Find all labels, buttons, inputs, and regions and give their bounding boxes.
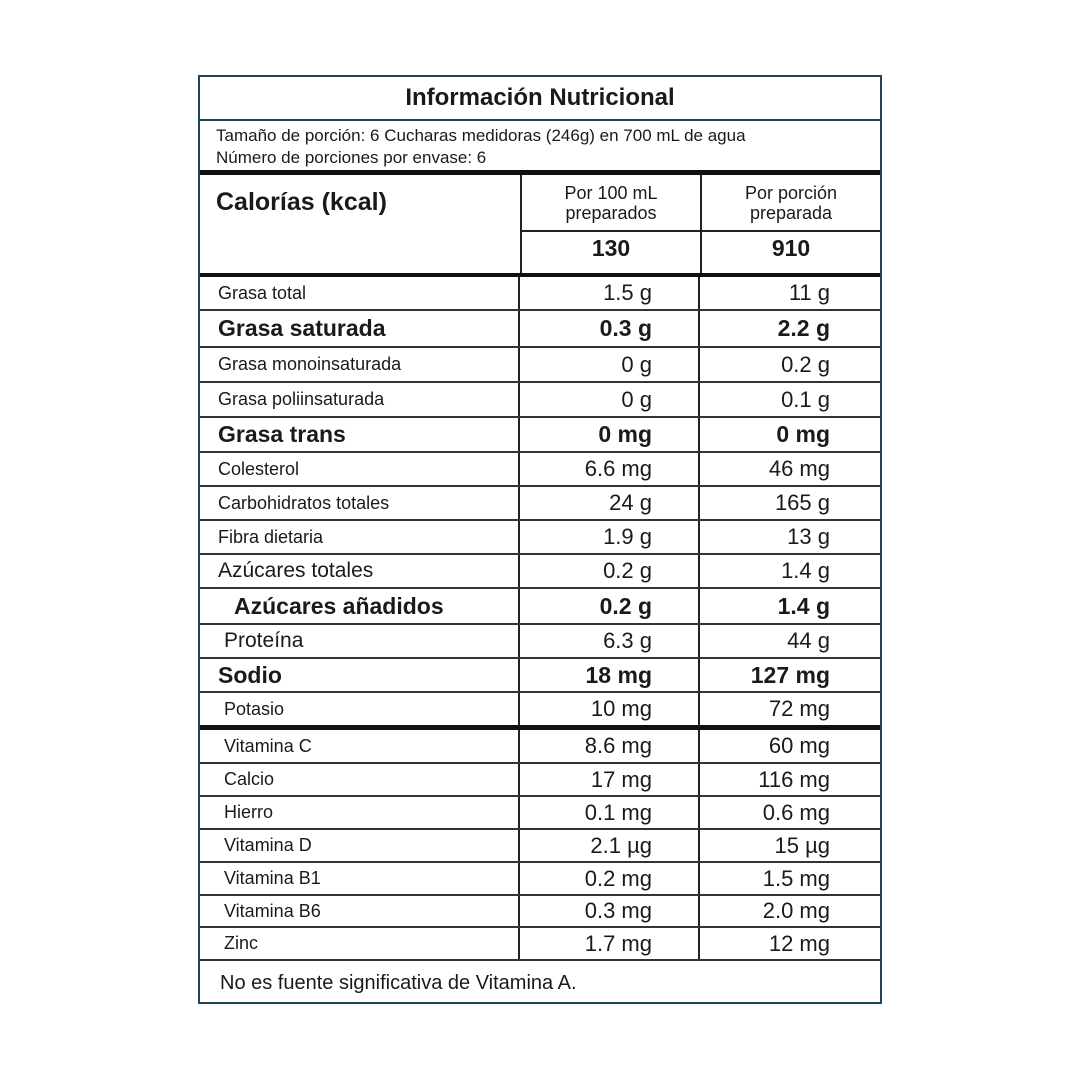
value-per-100ml: 0 g [520, 383, 700, 416]
value-per-serving: 2.2 g [777, 315, 830, 341]
nutrient-name: Grasa trans [200, 418, 520, 451]
value-per-serving: 13 g [787, 524, 830, 549]
vitamin-name: Vitamina B1 [200, 863, 520, 894]
vitamin-name: Vitamina C [200, 730, 520, 762]
value-per-100ml: 0 g [520, 348, 700, 381]
value-per-100ml: 1.5 g [520, 277, 700, 309]
value-per-100ml: 8.6 mg [520, 730, 700, 762]
nutrition-facts-label [198, 75, 882, 1004]
value-per-serving: 0.2 g [781, 351, 830, 377]
table-row [200, 487, 880, 521]
table-row [200, 348, 880, 383]
calories-section [200, 175, 880, 277]
column-header-line: preparada [749, 203, 833, 223]
table-row [200, 830, 880, 863]
table-row [200, 383, 880, 418]
value-per-serving: 116 mg [758, 766, 830, 792]
nutrient-name: Carbohidratos totales [200, 487, 520, 519]
value-per-serving: 12 mg [768, 930, 830, 956]
column-header-per-100ml [522, 183, 700, 223]
footnote: No es fuente significativa de Vitamina A. [220, 972, 577, 994]
vitamin-name: Hierro [200, 797, 520, 828]
nutrient-name: Grasa total [200, 277, 520, 309]
serving-info [200, 121, 880, 175]
table-row [200, 730, 880, 764]
serving-size: Tamaño de porción: 6 Cucharas medidoras (246g) en 700 mL de agua [216, 126, 746, 145]
table-row [200, 555, 880, 589]
value-per-serving: 0.6 mg [762, 799, 830, 825]
value-per-100ml: 6.3 g [520, 625, 700, 657]
nutrient-name: Grasa poliinsaturada [200, 383, 520, 416]
value-per-100ml: 0.2 mg [520, 863, 700, 894]
value-per-serving: 165 g [774, 490, 830, 515]
nutrient-name: Azúcares totales [200, 555, 520, 587]
value-per-100ml: 0.1 mg [520, 797, 700, 828]
servings-per-container: Número de porciones por envase: 6 [216, 148, 487, 167]
value-per-100ml: 18 mg [520, 659, 700, 691]
header-divider [522, 230, 880, 232]
value-per-100ml: 17 mg [520, 764, 700, 795]
table-row [200, 797, 880, 830]
value-per-100ml: 6.6 mg [520, 453, 700, 485]
nutrient-name: Grasa saturada [200, 311, 520, 346]
vitamin-name: Vitamina B6 [200, 896, 520, 926]
value-per-serving: 72 mg [768, 696, 830, 721]
value-per-100ml: 0.3 g [520, 311, 700, 346]
calories-label: Calorías (kcal) [216, 188, 387, 216]
value-per-100ml: 24 g [520, 487, 700, 519]
table-row [200, 928, 880, 961]
nutrient-name: Grasa monoinsaturada [200, 348, 520, 381]
vitamin-name: Vitamina D [200, 830, 520, 861]
value-per-100ml: 1.9 g [520, 521, 700, 553]
value-per-100ml: 0.3 mg [520, 896, 700, 926]
table-row [200, 521, 880, 555]
value-per-100ml: 2.1 µg [520, 830, 700, 861]
table-row [200, 896, 880, 928]
vitamin-name: Calcio [200, 764, 520, 795]
column-header-per-serving [702, 183, 880, 223]
calories-per-serving: 910 [771, 235, 811, 261]
value-per-serving: 60 mg [768, 733, 830, 758]
value-per-serving: 11 g [788, 280, 830, 305]
nutrient-name: Sodio [200, 659, 520, 691]
value-per-serving: 0.1 g [781, 386, 830, 412]
nutrient-name: Colesterol [200, 453, 520, 485]
table-row [200, 659, 880, 693]
column-header-line: Por porción [744, 183, 838, 203]
value-per-serving: 1.4 g [777, 592, 830, 619]
value-per-serving: 1.5 mg [762, 865, 830, 891]
value-per-serving: 2.0 mg [762, 898, 830, 923]
value-per-serving: 46 mg [768, 456, 830, 481]
column-header-line: Por 100 mL [564, 183, 658, 203]
value-per-serving: 44 g [787, 628, 830, 653]
table-row [200, 453, 880, 487]
nutrient-name: Fibra dietaria [200, 521, 520, 553]
value-per-100ml: 0.2 g [520, 589, 700, 623]
value-per-serving: 0 mg [776, 421, 830, 447]
table-row [200, 589, 880, 625]
calories-per-100ml: 130 [591, 235, 631, 261]
nutrient-name: Proteína [200, 625, 520, 657]
table-row [200, 277, 880, 311]
nutrient-name: Potasio [200, 693, 520, 725]
value-per-100ml: 1.7 mg [520, 928, 700, 959]
value-per-100ml: 10 mg [520, 693, 700, 725]
value-per-100ml: 0 mg [520, 418, 700, 451]
table-row [200, 693, 880, 730]
value-per-serving: 127 mg [750, 661, 830, 688]
value-per-serving: 1.4 g [781, 558, 830, 583]
table-row [200, 311, 880, 348]
value-per-100ml: 0.2 g [520, 555, 700, 587]
vitamin-name: Zinc [200, 928, 520, 959]
table-row [200, 625, 880, 659]
label-title: Información Nutricional [200, 77, 880, 121]
value-per-serving: 15 µg [774, 832, 830, 858]
table-row [200, 418, 880, 453]
nutrient-name: Azúcares añadidos [200, 589, 520, 623]
table-row [200, 863, 880, 896]
table-row [200, 764, 880, 797]
column-header-line: preparados [565, 203, 657, 223]
